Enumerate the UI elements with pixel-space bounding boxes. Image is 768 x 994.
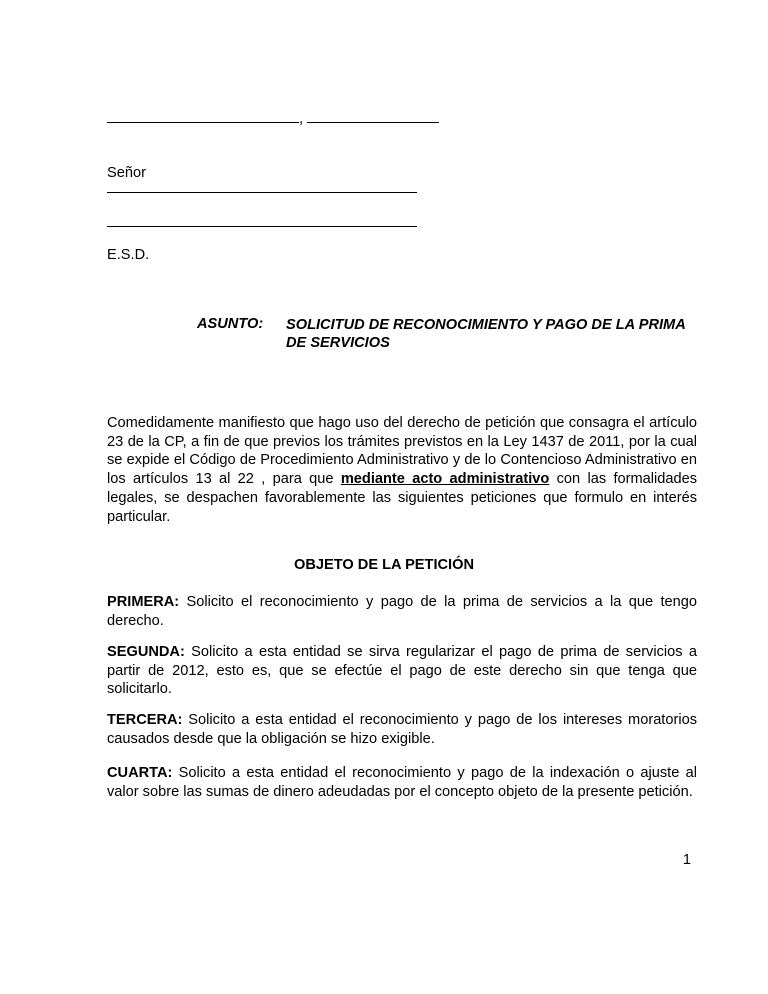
esd-line: E.S.D. xyxy=(107,247,150,263)
subject-label: ASUNTO: xyxy=(197,316,264,332)
petition-text: Solicito a esta entidad se sirva regularizar el pago de prima de servicios a partir de 2012, esto es, que se efectúe el pago de este derecho sin que tenga que solicitarlo. xyxy=(107,644,697,698)
petition-label: PRIMERA: xyxy=(107,594,180,610)
petition-primera xyxy=(107,593,697,630)
recipient-entity-blank-line xyxy=(107,212,417,232)
place-blank xyxy=(107,108,299,123)
intro-paragraph xyxy=(107,414,697,526)
petition-label: TERCERA: xyxy=(107,712,183,728)
intro-part1: Comedidamente manifiesto que hago uso del derecho de petición que consagra el artículo 23 de la CP, a fin de que previos los trámites previstos en la Ley 1437 de 2011, por la cual se expide el Código de Procedimiento Administrativo y de lo Contencioso Administrativo en los artículos 13 al 22 , para que xyxy=(107,415,697,488)
date-blank xyxy=(307,108,439,123)
recipient-name-blank xyxy=(107,178,417,193)
intro-emphasis: mediante acto administrativo xyxy=(340,471,550,488)
petition-cuarta xyxy=(107,764,697,801)
petition-text: Solicito a esta entidad el reconocimiento y pago de los intereses moratorios causados desde que la obligación se hizo exigible. xyxy=(107,712,697,747)
recipient-name-blank-line xyxy=(107,178,417,198)
intro-part2: con las formalidades legales, se despachen favorablemente las siguientes peticiones que formulo en interés particular. xyxy=(107,471,697,525)
place-date-line xyxy=(107,108,439,128)
recipient-entity-blank xyxy=(107,212,417,227)
place-date-separator: , xyxy=(299,111,304,127)
petition-label: CUARTA: xyxy=(107,765,173,781)
petition-label: SEGUNDA: xyxy=(107,644,185,660)
subject-text: SOLICITUD DE RECONOCIMIENTO Y PAGO DE LA PRIMA DE SERVICIOS xyxy=(286,317,686,351)
salutation: Señor xyxy=(107,165,146,181)
section-title: OBJETO DE LA PETICIÓN xyxy=(293,557,474,573)
petition-segunda xyxy=(107,643,697,699)
petition-tercera xyxy=(107,711,697,748)
page-number: 1 xyxy=(682,852,691,868)
petition-text: Solicito el reconocimiento y pago de la prima de servicios a la que tengo derecho. xyxy=(107,594,697,629)
petition-text: Solicito a esta entidad el reconocimiento y pago de la indexación o ajuste al valor sobre las sumas de dinero adeudadas por el concepto objeto de la presente petición. xyxy=(107,765,697,800)
